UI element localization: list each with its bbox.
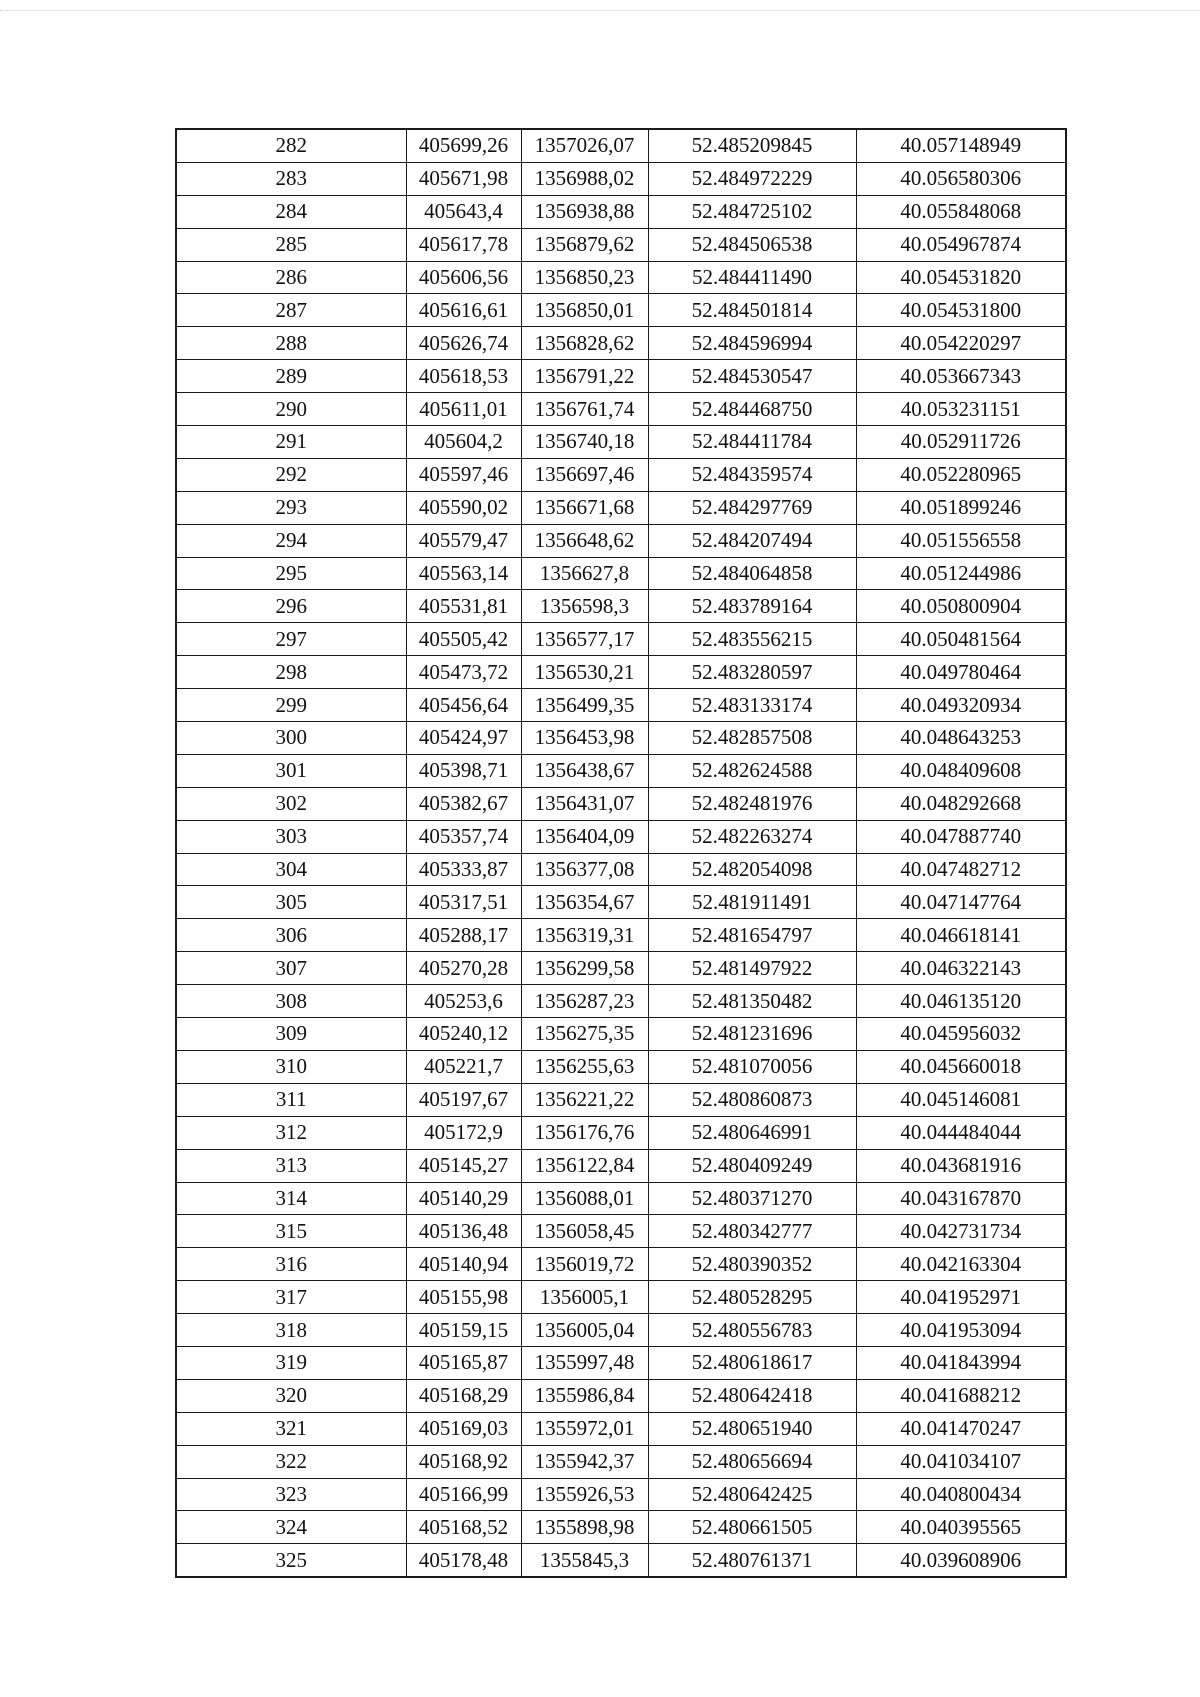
point-number-cell: 324 (176, 1511, 406, 1544)
y-coordinate-cell: 1356019,72 (521, 1248, 648, 1281)
table-row (176, 952, 1066, 985)
point-number-cell: 282 (176, 129, 406, 162)
latitude-cell: 52.481231696 (648, 1018, 856, 1051)
latitude-cell: 52.481497922 (648, 952, 856, 985)
longitude-cell: 40.042731734 (856, 1215, 1066, 1248)
longitude-cell: 40.047482712 (856, 853, 1066, 886)
latitude-cell: 52.483789164 (648, 590, 856, 623)
longitude-cell: 40.055848068 (856, 195, 1066, 228)
point-number-cell: 325 (176, 1544, 406, 1577)
point-number-cell: 286 (176, 261, 406, 294)
latitude-cell: 52.482624588 (648, 754, 856, 787)
y-coordinate-cell: 1356850,01 (521, 294, 648, 327)
latitude-cell: 52.480661505 (648, 1511, 856, 1544)
latitude-cell: 52.480656694 (648, 1445, 856, 1478)
table-row (176, 162, 1066, 195)
x-coordinate-cell: 405643,4 (406, 195, 521, 228)
table-row (176, 1281, 1066, 1314)
x-coordinate-cell: 405168,52 (406, 1511, 521, 1544)
point-number-cell: 322 (176, 1445, 406, 1478)
x-coordinate-cell: 405579,47 (406, 524, 521, 557)
latitude-cell: 52.480618617 (648, 1346, 856, 1379)
longitude-cell: 40.049320934 (856, 689, 1066, 722)
x-coordinate-cell: 405140,94 (406, 1248, 521, 1281)
x-coordinate-cell: 405424,97 (406, 722, 521, 755)
latitude-cell: 52.480642418 (648, 1379, 856, 1412)
point-number-cell: 305 (176, 886, 406, 919)
y-coordinate-cell: 1356577,17 (521, 623, 648, 656)
longitude-cell: 40.052280965 (856, 458, 1066, 491)
y-coordinate-cell: 1356530,21 (521, 656, 648, 689)
y-coordinate-cell: 1355986,84 (521, 1379, 648, 1412)
point-number-cell: 295 (176, 557, 406, 590)
x-coordinate-cell: 405505,42 (406, 623, 521, 656)
latitude-cell: 52.482054098 (648, 853, 856, 886)
longitude-cell: 40.053231151 (856, 393, 1066, 426)
y-coordinate-cell: 1356088,01 (521, 1182, 648, 1215)
table-row (176, 393, 1066, 426)
x-coordinate-cell: 405197,67 (406, 1083, 521, 1116)
x-coordinate-cell: 405611,01 (406, 393, 521, 426)
x-coordinate-cell: 405382,67 (406, 787, 521, 820)
y-coordinate-cell: 1356438,67 (521, 754, 648, 787)
x-coordinate-cell: 405473,72 (406, 656, 521, 689)
point-number-cell: 301 (176, 754, 406, 787)
x-coordinate-cell: 405165,87 (406, 1346, 521, 1379)
y-coordinate-cell: 1355942,37 (521, 1445, 648, 1478)
x-coordinate-cell: 405136,48 (406, 1215, 521, 1248)
longitude-cell: 40.041952971 (856, 1281, 1066, 1314)
point-number-cell: 315 (176, 1215, 406, 1248)
y-coordinate-cell: 1356648,62 (521, 524, 648, 557)
point-number-cell: 314 (176, 1182, 406, 1215)
longitude-cell: 40.046618141 (856, 919, 1066, 952)
latitude-cell: 52.484411490 (648, 261, 856, 294)
latitude-cell: 52.484297769 (648, 491, 856, 524)
table-row (176, 557, 1066, 590)
latitude-cell: 52.485209845 (648, 129, 856, 162)
latitude-cell: 52.484064858 (648, 557, 856, 590)
table-row (176, 1215, 1066, 1248)
x-coordinate-cell: 405145,27 (406, 1149, 521, 1182)
longitude-cell: 40.044484044 (856, 1116, 1066, 1149)
x-coordinate-cell: 405333,87 (406, 853, 521, 886)
point-number-cell: 308 (176, 985, 406, 1018)
latitude-cell: 52.484596994 (648, 327, 856, 360)
y-coordinate-cell: 1356671,68 (521, 491, 648, 524)
latitude-cell: 52.483556215 (648, 623, 856, 656)
point-number-cell: 299 (176, 689, 406, 722)
y-coordinate-cell: 1356828,62 (521, 327, 648, 360)
y-coordinate-cell: 1356005,1 (521, 1281, 648, 1314)
x-coordinate-cell: 405155,98 (406, 1281, 521, 1314)
table-row (176, 261, 1066, 294)
longitude-cell: 40.045956032 (856, 1018, 1066, 1051)
point-number-cell: 297 (176, 623, 406, 656)
latitude-cell: 52.480646991 (648, 1116, 856, 1149)
table-row (176, 754, 1066, 787)
longitude-cell: 40.051244986 (856, 557, 1066, 590)
x-coordinate-cell: 405169,03 (406, 1412, 521, 1445)
y-coordinate-cell: 1356221,22 (521, 1083, 648, 1116)
longitude-cell: 40.046322143 (856, 952, 1066, 985)
latitude-cell: 52.480390352 (648, 1248, 856, 1281)
latitude-cell: 52.483133174 (648, 689, 856, 722)
table-row (176, 458, 1066, 491)
point-number-cell: 320 (176, 1379, 406, 1412)
longitude-cell: 40.054531820 (856, 261, 1066, 294)
x-coordinate-cell: 405604,2 (406, 426, 521, 459)
point-number-cell: 283 (176, 162, 406, 195)
table-row (176, 820, 1066, 853)
longitude-cell: 40.051556558 (856, 524, 1066, 557)
x-coordinate-cell: 405240,12 (406, 1018, 521, 1051)
latitude-cell: 52.480651940 (648, 1412, 856, 1445)
longitude-cell: 40.040800434 (856, 1478, 1066, 1511)
y-coordinate-cell: 1356275,35 (521, 1018, 648, 1051)
latitude-cell: 52.484530547 (648, 360, 856, 393)
longitude-cell: 40.039608906 (856, 1544, 1066, 1577)
point-number-cell: 287 (176, 294, 406, 327)
x-coordinate-cell: 405172,9 (406, 1116, 521, 1149)
coordinates-table (175, 128, 1067, 1578)
latitude-cell: 52.480761371 (648, 1544, 856, 1577)
point-number-cell: 318 (176, 1314, 406, 1347)
point-number-cell: 294 (176, 524, 406, 557)
latitude-cell: 52.482857508 (648, 722, 856, 755)
page-top-edge (0, 10, 1200, 11)
y-coordinate-cell: 1356453,98 (521, 722, 648, 755)
longitude-cell: 40.049780464 (856, 656, 1066, 689)
y-coordinate-cell: 1355898,98 (521, 1511, 648, 1544)
longitude-cell: 40.041470247 (856, 1412, 1066, 1445)
x-coordinate-cell: 405221,7 (406, 1050, 521, 1083)
coordinates-table-body (176, 129, 1066, 1577)
latitude-cell: 52.481070056 (648, 1050, 856, 1083)
y-coordinate-cell: 1356058,45 (521, 1215, 648, 1248)
x-coordinate-cell: 405398,71 (406, 754, 521, 787)
longitude-cell: 40.040395565 (856, 1511, 1066, 1544)
latitude-cell: 52.483280597 (648, 656, 856, 689)
x-coordinate-cell: 405616,61 (406, 294, 521, 327)
table-row (176, 1149, 1066, 1182)
x-coordinate-cell: 405317,51 (406, 886, 521, 919)
x-coordinate-cell: 405253,6 (406, 985, 521, 1018)
y-coordinate-cell: 1356404,09 (521, 820, 648, 853)
table-row (176, 129, 1066, 162)
point-number-cell: 302 (176, 787, 406, 820)
table-row (176, 1379, 1066, 1412)
x-coordinate-cell: 405626,74 (406, 327, 521, 360)
latitude-cell: 52.484506538 (648, 228, 856, 261)
longitude-cell: 40.048643253 (856, 722, 1066, 755)
y-coordinate-cell: 1356431,07 (521, 787, 648, 820)
latitude-cell: 52.481911491 (648, 886, 856, 919)
latitude-cell: 52.480556783 (648, 1314, 856, 1347)
y-coordinate-cell: 1356697,46 (521, 458, 648, 491)
table-row (176, 228, 1066, 261)
longitude-cell: 40.057148949 (856, 129, 1066, 162)
longitude-cell: 40.041688212 (856, 1379, 1066, 1412)
latitude-cell: 52.480860873 (648, 1083, 856, 1116)
table-row (176, 689, 1066, 722)
longitude-cell: 40.050481564 (856, 623, 1066, 656)
y-coordinate-cell: 1356319,31 (521, 919, 648, 952)
table-row (176, 919, 1066, 952)
table-row (176, 524, 1066, 557)
x-coordinate-cell: 405270,28 (406, 952, 521, 985)
x-coordinate-cell: 405699,26 (406, 129, 521, 162)
y-coordinate-cell: 1356354,67 (521, 886, 648, 919)
y-coordinate-cell: 1356740,18 (521, 426, 648, 459)
latitude-cell: 52.480528295 (648, 1281, 856, 1314)
latitude-cell: 52.482481976 (648, 787, 856, 820)
table-row (176, 1050, 1066, 1083)
point-number-cell: 317 (176, 1281, 406, 1314)
x-coordinate-cell: 405357,74 (406, 820, 521, 853)
point-number-cell: 284 (176, 195, 406, 228)
table-row (176, 886, 1066, 919)
point-number-cell: 307 (176, 952, 406, 985)
point-number-cell: 313 (176, 1149, 406, 1182)
table-row (176, 491, 1066, 524)
latitude-cell: 52.481654797 (648, 919, 856, 952)
latitude-cell: 52.484411784 (648, 426, 856, 459)
x-coordinate-cell: 405531,81 (406, 590, 521, 623)
x-coordinate-cell: 405606,56 (406, 261, 521, 294)
table-row (176, 985, 1066, 1018)
point-number-cell: 316 (176, 1248, 406, 1281)
table-row (176, 1248, 1066, 1281)
point-number-cell: 310 (176, 1050, 406, 1083)
table-row (176, 787, 1066, 820)
y-coordinate-cell: 1356377,08 (521, 853, 648, 886)
longitude-cell: 40.042163304 (856, 1248, 1066, 1281)
longitude-cell: 40.047887740 (856, 820, 1066, 853)
longitude-cell: 40.050800904 (856, 590, 1066, 623)
table-row (176, 1544, 1066, 1577)
table-row (176, 1478, 1066, 1511)
longitude-cell: 40.046135120 (856, 985, 1066, 1018)
longitude-cell: 40.043681916 (856, 1149, 1066, 1182)
point-number-cell: 312 (176, 1116, 406, 1149)
x-coordinate-cell: 405166,99 (406, 1478, 521, 1511)
y-coordinate-cell: 1356988,02 (521, 162, 648, 195)
y-coordinate-cell: 1356299,58 (521, 952, 648, 985)
x-coordinate-cell: 405140,29 (406, 1182, 521, 1215)
longitude-cell: 40.041953094 (856, 1314, 1066, 1347)
longitude-cell: 40.045660018 (856, 1050, 1066, 1083)
point-number-cell: 291 (176, 426, 406, 459)
y-coordinate-cell: 1355845,3 (521, 1544, 648, 1577)
longitude-cell: 40.047147764 (856, 886, 1066, 919)
y-coordinate-cell: 1356850,23 (521, 261, 648, 294)
latitude-cell: 52.484359574 (648, 458, 856, 491)
table-row (176, 1018, 1066, 1051)
x-coordinate-cell: 405456,64 (406, 689, 521, 722)
point-number-cell: 300 (176, 722, 406, 755)
y-coordinate-cell: 1355972,01 (521, 1412, 648, 1445)
y-coordinate-cell: 1357026,07 (521, 129, 648, 162)
table-row (176, 1445, 1066, 1478)
x-coordinate-cell: 405590,02 (406, 491, 521, 524)
point-number-cell: 296 (176, 590, 406, 623)
longitude-cell: 40.054967874 (856, 228, 1066, 261)
y-coordinate-cell: 1356122,84 (521, 1149, 648, 1182)
latitude-cell: 52.480342777 (648, 1215, 856, 1248)
table-row (176, 195, 1066, 228)
point-number-cell: 288 (176, 327, 406, 360)
x-coordinate-cell: 405597,46 (406, 458, 521, 491)
point-number-cell: 293 (176, 491, 406, 524)
y-coordinate-cell: 1355997,48 (521, 1346, 648, 1379)
point-number-cell: 309 (176, 1018, 406, 1051)
longitude-cell: 40.056580306 (856, 162, 1066, 195)
table-row (176, 1083, 1066, 1116)
y-coordinate-cell: 1356176,76 (521, 1116, 648, 1149)
x-coordinate-cell: 405618,53 (406, 360, 521, 393)
point-number-cell: 311 (176, 1083, 406, 1116)
point-number-cell: 289 (176, 360, 406, 393)
point-number-cell: 303 (176, 820, 406, 853)
table-row (176, 426, 1066, 459)
y-coordinate-cell: 1356938,88 (521, 195, 648, 228)
point-number-cell: 321 (176, 1412, 406, 1445)
x-coordinate-cell: 405178,48 (406, 1544, 521, 1577)
x-coordinate-cell: 405671,98 (406, 162, 521, 195)
y-coordinate-cell: 1355926,53 (521, 1478, 648, 1511)
point-number-cell: 304 (176, 853, 406, 886)
point-number-cell: 306 (176, 919, 406, 952)
y-coordinate-cell: 1356005,04 (521, 1314, 648, 1347)
x-coordinate-cell: 405617,78 (406, 228, 521, 261)
table-row (176, 1314, 1066, 1347)
latitude-cell: 52.484972229 (648, 162, 856, 195)
latitude-cell: 52.484725102 (648, 195, 856, 228)
table-row (176, 590, 1066, 623)
table-row (176, 1511, 1066, 1544)
y-coordinate-cell: 1356879,62 (521, 228, 648, 261)
longitude-cell: 40.043167870 (856, 1182, 1066, 1215)
table-row (176, 853, 1066, 886)
longitude-cell: 40.048409608 (856, 754, 1066, 787)
y-coordinate-cell: 1356499,35 (521, 689, 648, 722)
longitude-cell: 40.052911726 (856, 426, 1066, 459)
longitude-cell: 40.054531800 (856, 294, 1066, 327)
point-number-cell: 290 (176, 393, 406, 426)
y-coordinate-cell: 1356761,74 (521, 393, 648, 426)
latitude-cell: 52.484468750 (648, 393, 856, 426)
x-coordinate-cell: 405563,14 (406, 557, 521, 590)
longitude-cell: 40.048292668 (856, 787, 1066, 820)
point-number-cell: 323 (176, 1478, 406, 1511)
point-number-cell: 319 (176, 1346, 406, 1379)
longitude-cell: 40.041843994 (856, 1346, 1066, 1379)
latitude-cell: 52.482263274 (648, 820, 856, 853)
table-row (176, 1182, 1066, 1215)
latitude-cell: 52.481350482 (648, 985, 856, 1018)
table-row (176, 360, 1066, 393)
table-row (176, 1116, 1066, 1149)
y-coordinate-cell: 1356627,8 (521, 557, 648, 590)
longitude-cell: 40.053667343 (856, 360, 1066, 393)
latitude-cell: 52.480409249 (648, 1149, 856, 1182)
latitude-cell: 52.480371270 (648, 1182, 856, 1215)
latitude-cell: 52.480642425 (648, 1478, 856, 1511)
table-row (176, 1412, 1066, 1445)
longitude-cell: 40.051899246 (856, 491, 1066, 524)
y-coordinate-cell: 1356791,22 (521, 360, 648, 393)
table-row (176, 623, 1066, 656)
point-number-cell: 285 (176, 228, 406, 261)
table-row (176, 327, 1066, 360)
point-number-cell: 298 (176, 656, 406, 689)
longitude-cell: 40.041034107 (856, 1445, 1066, 1478)
latitude-cell: 52.484501814 (648, 294, 856, 327)
y-coordinate-cell: 1356255,63 (521, 1050, 648, 1083)
longitude-cell: 40.054220297 (856, 327, 1066, 360)
table-row (176, 722, 1066, 755)
latitude-cell: 52.484207494 (648, 524, 856, 557)
table-row (176, 656, 1066, 689)
x-coordinate-cell: 405288,17 (406, 919, 521, 952)
x-coordinate-cell: 405159,15 (406, 1314, 521, 1347)
y-coordinate-cell: 1356598,3 (521, 590, 648, 623)
longitude-cell: 40.045146081 (856, 1083, 1066, 1116)
table-row (176, 294, 1066, 327)
y-coordinate-cell: 1356287,23 (521, 985, 648, 1018)
x-coordinate-cell: 405168,92 (406, 1445, 521, 1478)
point-number-cell: 292 (176, 458, 406, 491)
table-row (176, 1346, 1066, 1379)
x-coordinate-cell: 405168,29 (406, 1379, 521, 1412)
